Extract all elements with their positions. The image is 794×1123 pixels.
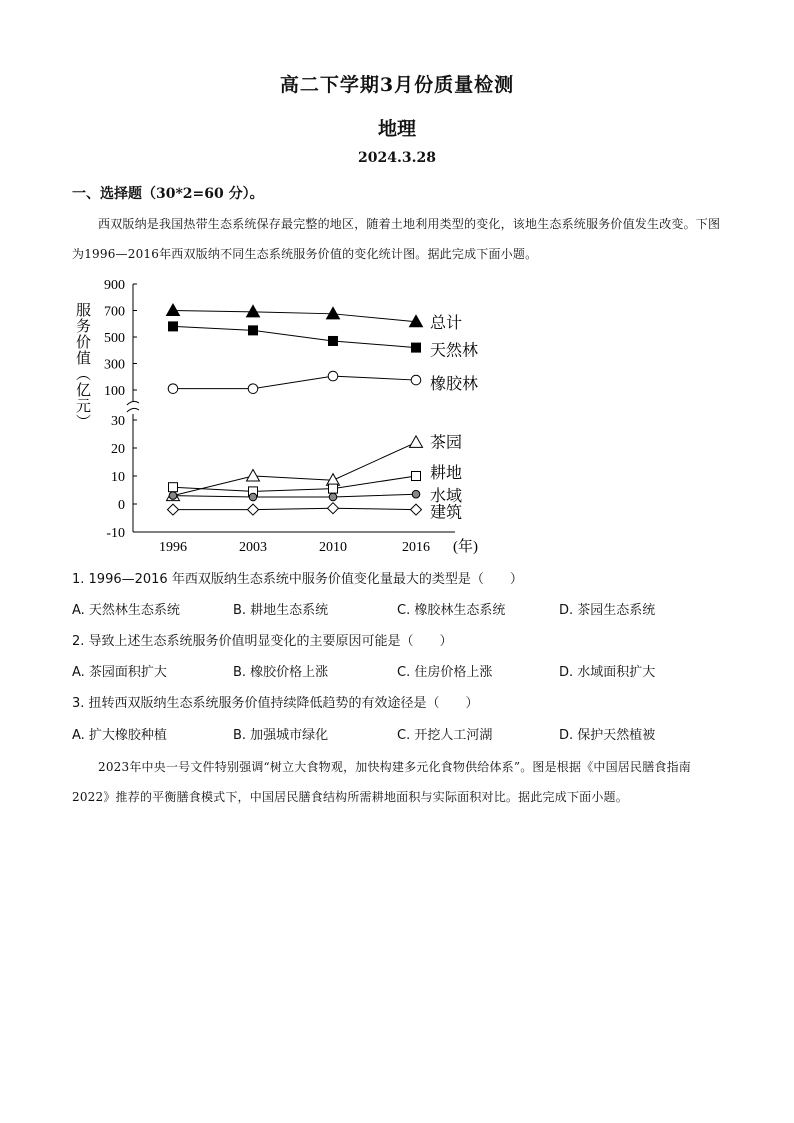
q1-option-b[interactable]: B. 耕地生态系统	[233, 603, 329, 618]
series-label: 橡胶林	[430, 376, 479, 394]
data-point-square	[412, 472, 421, 481]
document-title: 高二下学期3月份质量检测	[279, 74, 515, 96]
q1-option-a[interactable]: A. 天然林生态系统	[72, 603, 180, 618]
y-tick-label: 300	[104, 357, 125, 373]
x-tick-label: 2003	[239, 540, 267, 555]
data-point-square	[169, 483, 178, 492]
x-unit-label: (年)	[453, 539, 478, 555]
data-point-triangle	[247, 305, 260, 317]
intro-text: 西双版纳是我国热带生态系统保存最完整的地区，随着土地利用类型的变化，该地生态系统服务价值发生改变。下图为1996—2016年西双版纳不同生态系统服务价值的变化统计图。据此完成下面小题。	[72, 217, 721, 261]
section-title: 一、选择题（30*2=60 分）。	[72, 186, 264, 202]
question-3: 3. 扭转西双版纳生态系统服务价值持续降低趋势的有效途径是（ ）	[72, 696, 479, 711]
x-tick-label: 2010	[319, 540, 347, 555]
x-tick-label: 2016	[402, 540, 430, 555]
data-point-square	[329, 484, 338, 493]
data-point-square	[249, 326, 258, 335]
data-point-triangle	[327, 474, 340, 486]
data-point-circle	[248, 384, 258, 394]
y-tick-label: 20	[111, 442, 125, 457]
y-tick-label: 500	[104, 331, 125, 346]
series-line-open-diamond	[173, 508, 416, 509]
question-2: 2. 导致上述生态系统服务价值明显变化的主要原因可能是（ ）	[72, 634, 453, 649]
x-tick-label: 1996	[159, 540, 187, 555]
question-1: 1. 1996—2016 年西双版纳生态系统中服务价值变化量最大的类型是（ ）	[72, 572, 523, 587]
data-point-diamond	[168, 504, 179, 515]
subject-title: 地理	[377, 118, 416, 140]
data-point-circle	[169, 492, 177, 500]
axis-break-mark	[127, 401, 139, 405]
y-tick-label: 10	[111, 470, 125, 485]
data-point-circle	[329, 493, 337, 501]
series-label: 耕地	[430, 465, 463, 482]
y-tick-label: 0	[118, 498, 125, 513]
q1-option-d[interactable]: D. 茶园生态系统	[559, 603, 656, 618]
series-label: 茶园	[430, 434, 463, 452]
data-point-circle	[328, 371, 338, 381]
series-line-open-circle	[173, 376, 416, 389]
y-tick-label: 900	[104, 278, 125, 293]
data-point-diamond	[411, 504, 422, 515]
q2-option-b[interactable]: B. 橡胶价格上涨	[233, 665, 329, 680]
data-point-triangle	[327, 307, 340, 319]
q2-option-a[interactable]: A. 茶园面积扩大	[72, 665, 167, 680]
y-tick-label: 100	[104, 384, 125, 399]
series-label: 总计	[430, 314, 463, 332]
q3-option-d[interactable]: D. 保护天然植被	[559, 728, 656, 743]
data-point-triangle	[247, 470, 260, 482]
y-tick-label: 30	[111, 414, 125, 429]
series-label: 天然林	[430, 342, 479, 360]
series-line-filled-square	[173, 326, 416, 347]
series-label: 水域	[430, 488, 463, 506]
y-axis-label: 服务价值（亿元）	[74, 302, 90, 430]
exam-date: 2024.3.28	[358, 150, 436, 166]
q3-option-c[interactable]: C. 开挖人工河湖	[397, 728, 493, 743]
q2-option-d[interactable]: D. 水域面积扩大	[559, 665, 656, 680]
series-label: 建筑	[430, 504, 463, 522]
data-point-circle	[249, 493, 257, 501]
data-point-diamond	[328, 503, 339, 514]
data-point-square	[169, 322, 178, 331]
data-point-triangle	[410, 436, 423, 448]
intro2-text: 2023年中央一号文件特别强调“树立大食物观，加快构建多元化食物供给体系”。图是根据《中国居民膳食指南2022》推荐的平衡膳食模式下，中国居民膳食结构所需耕地面积与实际面积对比。据此完成下面小题。	[72, 760, 692, 804]
axis-break-mark	[127, 408, 139, 412]
data-point-circle	[168, 384, 178, 394]
series-line-open-triangle	[173, 442, 416, 495]
q3-option-a[interactable]: A. 扩大橡胶种植	[72, 728, 167, 743]
data-point-triangle	[167, 304, 180, 316]
data-point-circle	[412, 490, 420, 498]
data-point-square	[412, 343, 421, 352]
data-point-circle	[411, 375, 421, 385]
intro-paragraph	[72, 209, 722, 269]
series-line-gray-circle	[173, 494, 416, 497]
data-point-square	[329, 336, 338, 345]
service-value-chart	[60, 268, 500, 568]
series-line-filled-triangle	[173, 311, 416, 322]
q1-option-c[interactable]: C. 橡胶林生态系统	[397, 603, 506, 618]
q2-option-c[interactable]: C. 住房价格上涨	[397, 665, 493, 680]
intro-paragraph-2	[72, 752, 722, 812]
y-tick-label: 700	[104, 304, 125, 320]
q3-option-b[interactable]: B. 加强城市绿化	[233, 728, 329, 743]
y-tick-label: -10	[106, 526, 125, 541]
data-point-diamond	[248, 504, 259, 515]
